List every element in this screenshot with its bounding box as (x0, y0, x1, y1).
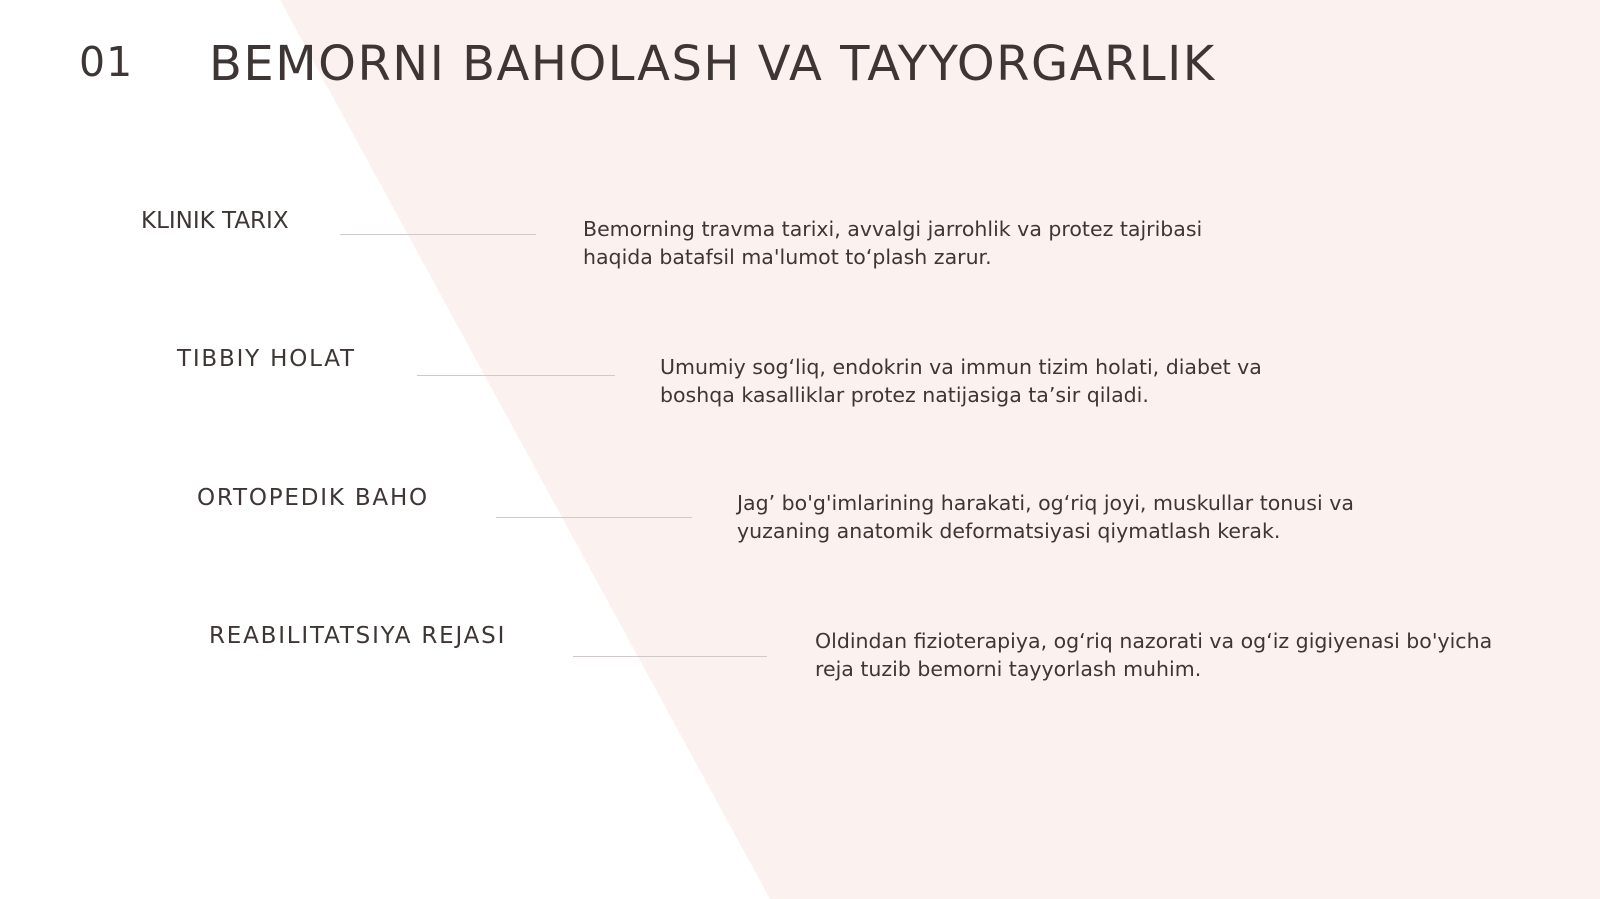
item-divider (496, 517, 692, 518)
item-divider (573, 656, 767, 657)
item-description-line: boshqa kasalliklar protez natijasiga ta’sir qiladi. (660, 383, 1149, 407)
item-description (737, 489, 1354, 545)
item-description-line: Bemorning travma tarixi, avvalgi jarrohlik va protez tajribasi (583, 217, 1203, 241)
item-divider (417, 375, 615, 376)
item-description-line: Umumiy sog‘liq, endokrin va immun tizim holati, diabet va (660, 355, 1262, 379)
item-heading: TIBBIY HOLAT (177, 346, 356, 372)
item-description-line: yuzaning anatomik deformatsiyasi qiymatlash kerak. (737, 519, 1281, 543)
item-description (583, 215, 1202, 271)
item-heading: REABILITATSIYA REJASI (209, 623, 507, 649)
item-description (815, 627, 1492, 683)
item-description (660, 353, 1262, 409)
item-description-line: Oldindan fizioterapiya, og‘riq nazorati va og‘iz gigiyenasi bo'yicha (815, 629, 1493, 653)
item-description-line: haqida batafsil ma'lumot to‘plash zarur. (583, 245, 992, 269)
slide-number: 01 (79, 38, 134, 86)
item-heading: ORTOPEDIK BAHO (197, 485, 429, 511)
item-heading: KLINIK TARIX (141, 208, 289, 234)
slide-title: BEMORNI BAHOLASH VA TAYYORGARLIK (209, 36, 1216, 92)
item-divider (340, 234, 536, 235)
item-description-line: Jag’ bo'g'imlarining harakati, og‘riq joyi, muskullar tonusi va (737, 491, 1354, 515)
item-description-line: reja tuzib bemorni tayyorlash muhim. (815, 657, 1202, 681)
